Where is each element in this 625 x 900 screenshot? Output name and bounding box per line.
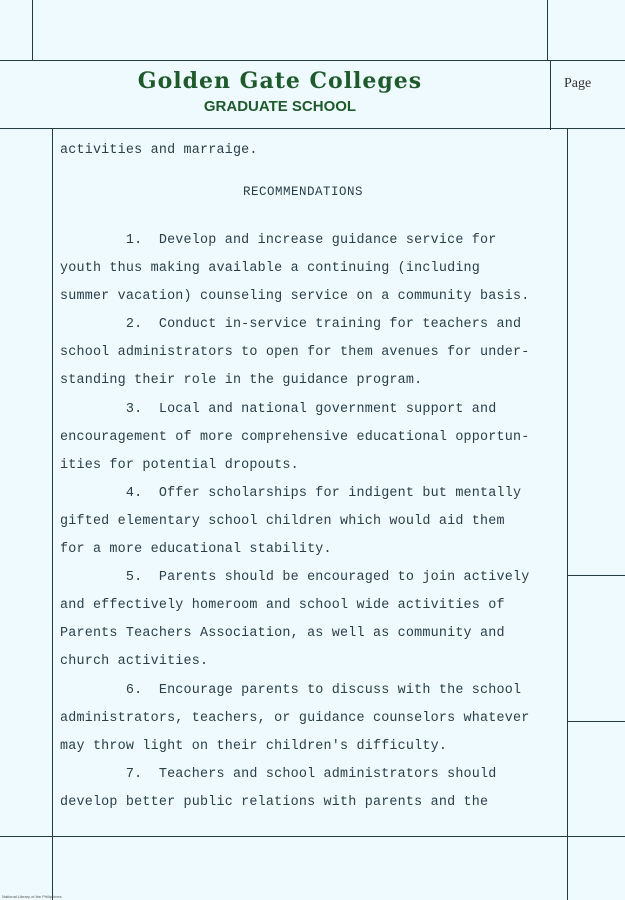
text-line: gifted elementary school children which would aid them — [60, 514, 505, 529]
text-line: 4. Offer scholarships for indigent but mentally — [60, 486, 522, 501]
left-margin-rule — [52, 128, 53, 900]
right-tick-2 — [567, 721, 625, 722]
top-right-vertical-rule — [547, 0, 548, 60]
text-line: develop better public relations with parents and the — [60, 795, 489, 810]
text-line: standing their role in the guidance program. — [60, 373, 423, 388]
right-tick-1 — [567, 575, 625, 576]
text-line: encouragement of more comprehensive educational opportun- — [60, 430, 530, 445]
page-box-rule — [550, 60, 551, 130]
page-label: Page — [564, 76, 592, 91]
right-margin-rule — [567, 128, 568, 900]
text-line: 3. Local and national government support and — [60, 402, 497, 417]
top-left-vertical-rule — [32, 0, 33, 60]
footer-note: National Library of the Philippines — [2, 894, 62, 899]
text-line: 6. Encourage parents to discuss with the school — [60, 683, 522, 698]
text-line: and effectively homeroom and school wide activities of — [60, 598, 505, 613]
text-line: may throw light on their children's difficulty. — [60, 739, 448, 754]
top-rule — [0, 60, 625, 61]
text-line: 5. Parents should be encouraged to join actively — [60, 570, 530, 585]
header-bottom-rule — [0, 128, 625, 129]
text-line: youth thus making available a continuing (including — [60, 261, 481, 276]
school-name: GRADUATE SCHOOL — [203, 98, 357, 115]
text-line: administrators, teachers, or guidance counselors whatever — [60, 711, 530, 726]
opening-line: activities and marraige. — [60, 143, 258, 158]
college-name: Golden Gate Colleges — [137, 68, 423, 94]
text-line: 7. Teachers and school administrators should — [60, 767, 497, 782]
text-line: school administrators to open for them avenues for under- — [60, 345, 530, 360]
text-line: summer vacation) counseling service on a community basis. — [60, 289, 530, 304]
text-line: church activities. — [60, 654, 209, 669]
text-line: 1. Develop and increase guidance service for — [60, 233, 497, 248]
bottom-rule — [0, 836, 625, 837]
text-line: 2. Conduct in-service training for teachers and — [60, 317, 522, 332]
recommendations-heading: RECOMMENDATIONS — [243, 185, 364, 199]
text-line: ities for potential dropouts. — [60, 458, 299, 473]
text-line: Parents Teachers Association, as well as community and — [60, 626, 505, 641]
text-line: for a more educational stability. — [60, 542, 332, 557]
